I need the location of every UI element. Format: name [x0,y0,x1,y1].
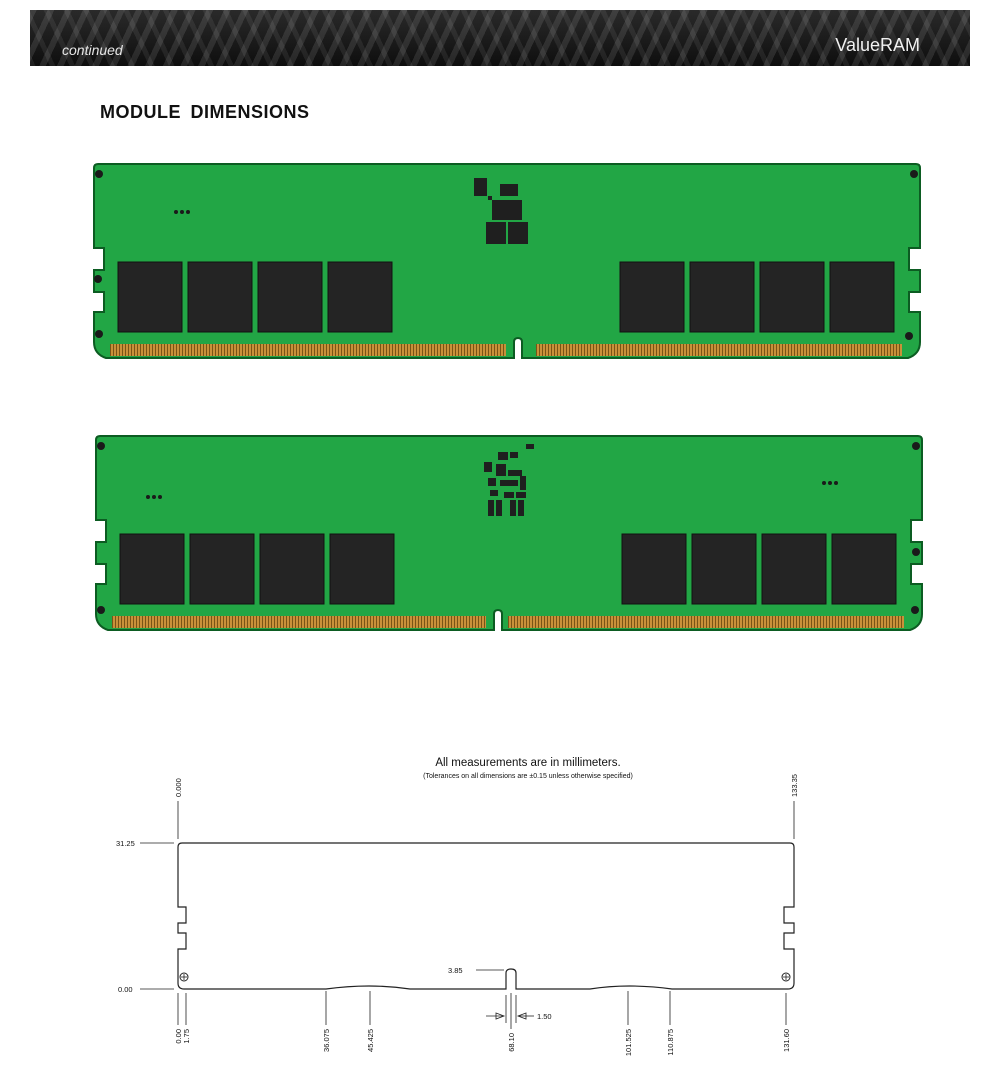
continued-label: continued [62,42,123,58]
module-front-illustration [90,162,924,362]
memory-chip [692,534,756,604]
dim-label-key-depth: 3.85 [448,966,463,975]
memory-chip [188,262,252,332]
mount-hole [912,442,920,450]
mount-hole [97,442,105,450]
memory-chip [830,262,894,332]
memory-chip [832,534,896,604]
memory-chip [330,534,394,604]
memory-chip [622,534,686,604]
dim-label-key-center: 68.10 [507,1033,516,1052]
tolerance-note: (Tolerances on all dimensions are ±0.15 unless otherwise specified) [423,773,633,780]
dimension-drawing [100,745,820,1075]
mount-hole-left [180,973,188,981]
memory-chip [760,262,824,332]
module-back-illustration [92,434,926,634]
mount-hole [95,170,103,178]
memory-chip [118,262,182,332]
section-title: MODULE DIMENSIONS [100,102,310,122]
memory-chip [690,262,754,332]
dim-label-height: 31.25 [116,839,135,848]
mount-hole [97,606,105,614]
mount-hole [912,548,920,556]
mount-hole [911,606,919,614]
dim-label-hole-left: 1.75 [182,1029,191,1044]
header-banner [30,10,970,66]
brand-label: ValueRAM [835,35,920,55]
dim-label-top-left: 0.000 [174,778,183,797]
module-outline [178,843,794,989]
dim-label-key-width: 1.50 [537,1012,552,1021]
dim-label-step-4: 110.875 [666,1029,675,1056]
dim-label-bottom-y: 0.00 [118,985,133,994]
mount-hole [94,275,102,283]
memory-chip [190,534,254,604]
memory-chip [620,262,684,332]
memory-chip [120,534,184,604]
mount-hole [905,332,913,340]
dim-label-top-right: 133.35 [790,774,799,797]
dim-label-hole-right: 131.60 [782,1029,791,1052]
mount-hole [95,330,103,338]
dim-label-step-2: 45.425 [366,1029,375,1052]
dim-label-step-3: 101.525 [624,1029,633,1057]
memory-chip [258,262,322,332]
mount-hole [910,170,918,178]
memory-chip [260,534,324,604]
mount-hole-right [782,973,790,981]
memory-chip [328,262,392,332]
measurement-note: All measurements are in millimeters. [435,757,621,769]
dim-label-bottom-zero: 0.00 [174,1029,183,1044]
dim-label-step-1: 36.075 [322,1029,331,1052]
memory-chip [762,534,826,604]
